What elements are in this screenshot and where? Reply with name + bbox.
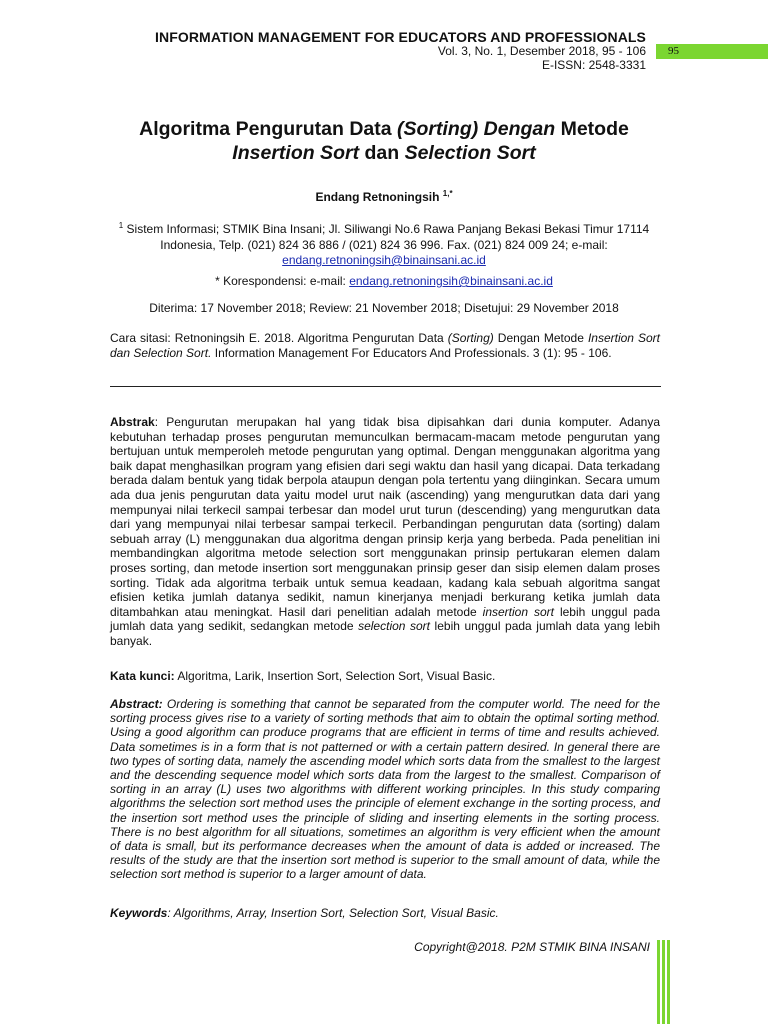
title-part: Algoritma Pengurutan Data [139,118,398,140]
abstrak-emphasis: selection sort [358,619,431,634]
journal-title: INFORMATION MANAGEMENT FOR EDUCATORS AND PROFESSIONALS [155,29,646,45]
author-superscript: 1,* [442,189,453,198]
abstrak-paragraph [110,415,660,649]
title-part: Metode [555,118,629,140]
abstract-label: Abstract: [110,697,163,711]
kata-kunci [110,669,660,683]
citation-part: Information Management For Educators And Professionals. 3 (1): 95 - 106. [211,345,612,360]
title-part-italic: Selection Sort [404,142,536,164]
citation [110,331,660,360]
abstrak-text: lebih unggul pada jumlah data yang sedikit, sedangkan metode [110,604,660,634]
decorative-green-bar [657,940,660,1024]
correspondence-label: * Korespondensi: e-mail: [215,274,350,288]
affiliation [110,218,658,269]
keywords-label: Keywords [110,906,168,920]
submission-dates: Diterima: 17 November 2018; Review: 21 November 2018; Disetujui: 29 November 2018 [149,301,619,315]
page-number-tab [656,44,768,59]
affiliation-email-link[interactable]: endang.retnoningsih@binainsani.ac.id [282,253,486,267]
paper-title [60,117,708,165]
copyright-notice: Copyright@2018. P2M STMIK BINA INSANI [414,940,650,954]
author-name: Endang Retnoningsih [315,190,443,204]
citation-part-italic: (Sorting) [447,331,494,345]
title-part-italic: (Sorting) Dengan [397,118,556,140]
keywords-text: : Algorithms, Array, Insertion Sort, Selection Sort, Visual Basic. [167,906,499,920]
title-part-italic: Insertion Sort [232,142,360,164]
abstract-english [110,697,660,882]
page-number: 95 [668,45,679,57]
abstrak-label: Abstrak [110,415,155,429]
journal-eissn: E-ISSN: 2548-3331 [541,58,646,72]
abstrak-text: : Pengurutan merupakan hal yang tidak bisa dipisahkan dari dunia komputer. Adanya kebutuhan terhadap proses pengurutan memunculkan bermacam-macam metode pengurutan yang bertujuan untuk memperoleh metode pengurutan yang optimal. Dengan menggunakan algoritma yang baik dapat menghasilkan program yang efisien dari segi waktu dan hasil yang dicapai. Data terkadang berada dalam bentuk yang tidak berpola ataupun dengan pola tertentu yang diinginkan. Secara umum ada dua jenis pengurutan data yaitu model urut naik (ascending) yang mengurutkan data dari yang mempunyai nilai terkecil sampai terbesar dan model urut turun (descending) yang mengurutkan data dari yang mempunyai nilai terbesar sampai terkecil. Perbandingan pengurutan data (sorting) dalam sebuah array (L) menggunakan dua algoritma dengan prinsip kerja yang berbeda. Pada penelitian ini membandingkan algoritma metode selection sort menggunakan prinsip pertukaran elemen dalam proses sorting, dan metode insertion sort menggunakan prinsip geser dan sisip elemen dalam proses sorting. Tidak ada algoritma terbaik untuk semua keadaan, kadang kala sebuah algoritma sangat efisien ketika jumlah datanya sedikit, namun kinerjanya menjadi berkurang ketika jumlah data ditambahkan atau meningkat. Hasil dari penelitian adalah metode [110,415,660,619]
abstrak-text: lebih unggul pada jumlah data yang lebih banyak. [110,619,660,648]
divider [110,386,661,387]
citation-part-italic: Insertion Sort dan Selection Sort. [110,331,660,360]
journal-volume: Vol. 3, No. 1, Desember 2018, 95 - 106 [437,44,646,58]
affiliation-marker: 1 [118,221,124,230]
decorative-green-bar [662,940,665,1024]
affiliation-text: Sistem Informasi; STMIK Bina Insani; Jl. Siliwangi No.6 Rawa Panjang Bekasi Bekasi Timur 17114 Indonesia, Telp. (021) 824 36 886 / (021) 824 36 996. Fax. (021) 824 009 24; e-mail: [123,222,650,252]
abstrak-emphasis: insertion sort [482,604,554,619]
kata-kunci-label: Kata kunci: [110,669,175,683]
decorative-green-bar [667,940,670,1024]
citation-part: Cara sitasi: Retnoningsih E. 2018. Algoritma Pengurutan Data [110,331,448,345]
author [100,189,668,204]
keywords [110,906,660,920]
kata-kunci-text: Algoritma, Larik, Insertion Sort, Selection Sort, Visual Basic. [174,669,496,683]
correspondence [110,274,658,288]
correspondence-email-link[interactable]: endang.retnoningsih@binainsani.ac.id [349,274,553,288]
citation-part: Dengan Metode [493,331,588,345]
title-part: dan [359,142,405,164]
abstract-text: Ordering is something that cannot be separated from the computer world. The need for the sorting process gives rise to a variety of sorting methods that aim to obtain the optimal sorting method. Using a good algorithm can produce programs that are efficient in terms of time and results achieved. Data sometimes is in a form that is not patterned or with a certain pattern desired. In general there are two types of sorting data, namely the ascending model which sorts data from the smallest to the largest and the descending sequence model which sorts data from the largest to the smallest. Comparison of sorting in an array (L) uses two algorithms with different working principles. In this study comparing algorithms the selection sort method uses the principle of element exchange in the sorting process, and the insertion sort method uses the principle of sliding and inserting elements in the sorting process. There is no best algorithm for all situations, sometimes an algorithm is very efficient when the amount of data is small, but its performance decreases when the amount of data is added or increased. The results of the study are that the insertion sort method is superior to the small amount of data, while the selection sort method is superior to a larger amount of data. [110,697,660,882]
